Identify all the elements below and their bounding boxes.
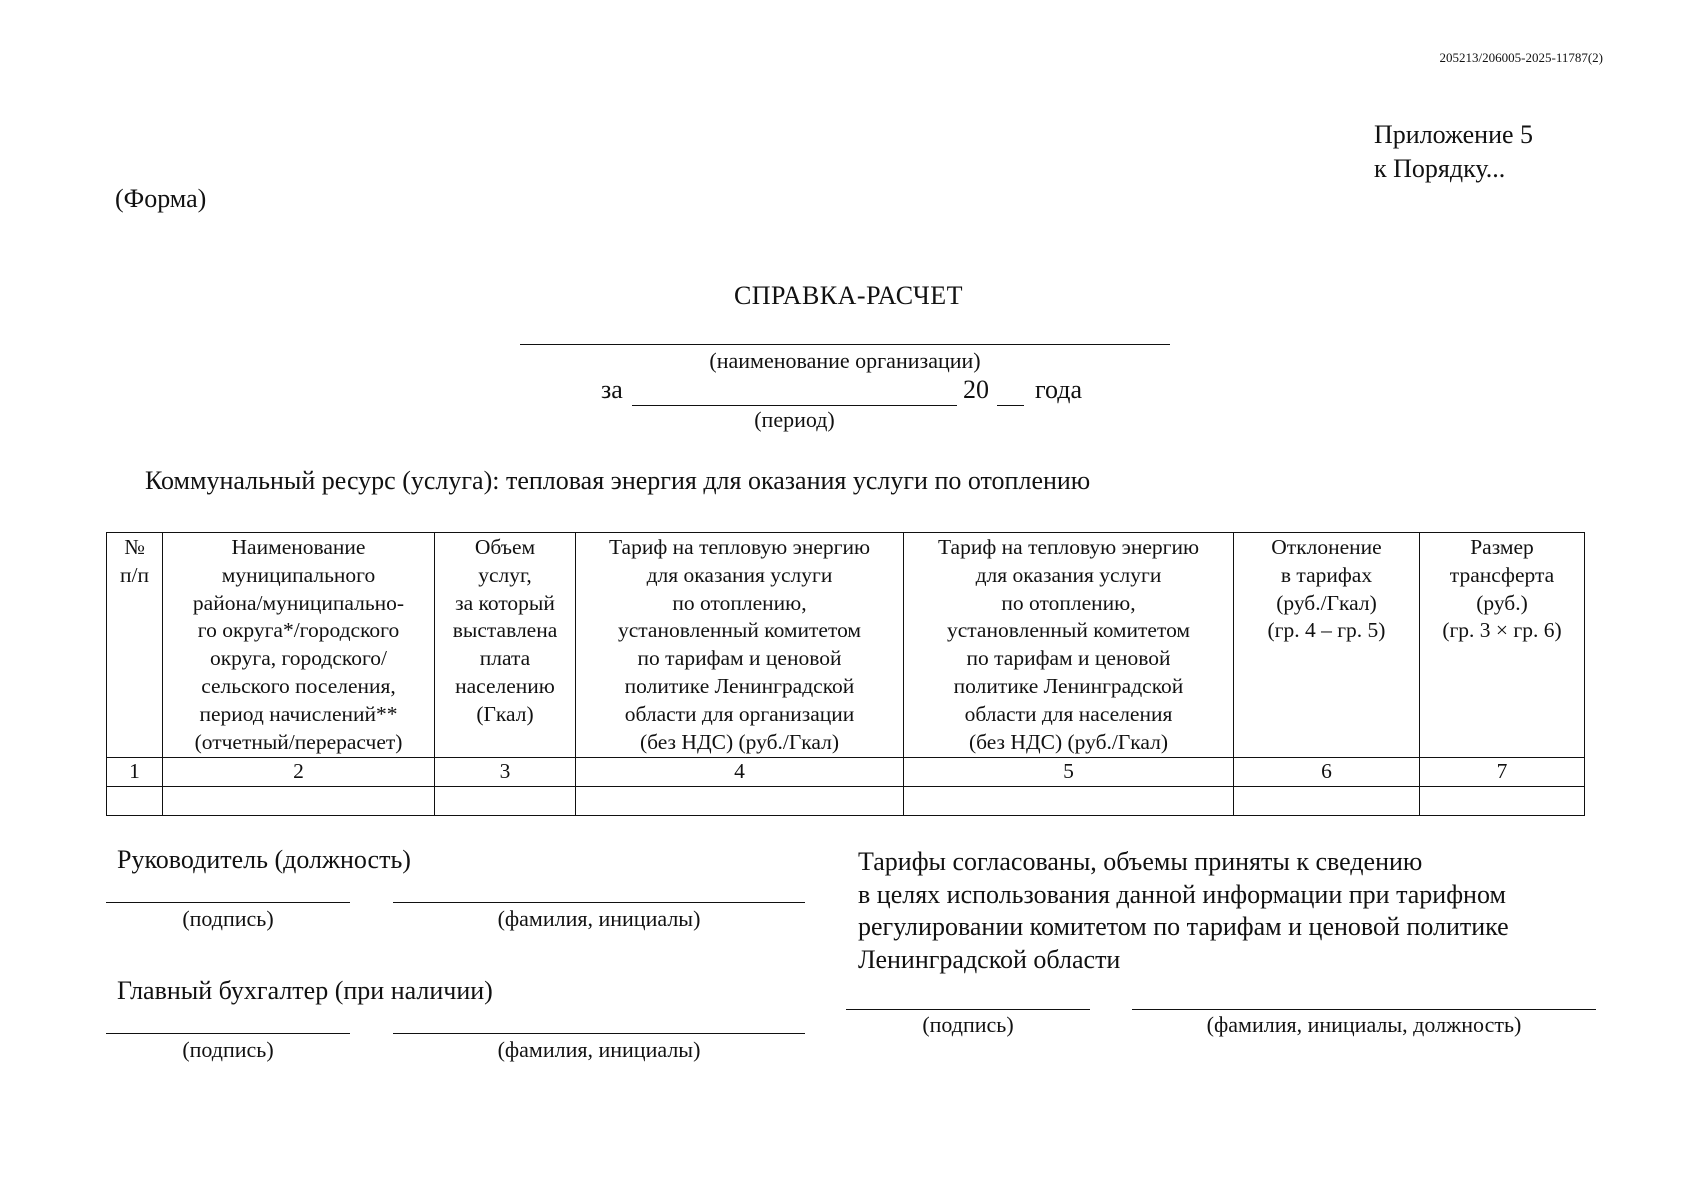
table-cell[interactable] [107, 787, 163, 816]
column-header-line: период начислений** [199, 701, 398, 726]
approval-text [858, 846, 1578, 976]
approval-line: Ленинградской области [858, 944, 1121, 974]
column-header-line: Наименование [231, 535, 366, 559]
column-header-line: сельского поселения, [201, 673, 396, 698]
column-header-line: (Гкал) [476, 701, 534, 726]
column-number: 1 [107, 758, 163, 787]
column-header-line: трансферта [1449, 562, 1555, 587]
column-header-line: Отклонение [1271, 535, 1382, 559]
column-header-line: Тариф на тепловую энергию [608, 535, 871, 559]
organization-name-line [520, 344, 1170, 345]
column-header-line: населению [455, 673, 555, 698]
column-header-line: (руб.) [1476, 590, 1528, 615]
column-header-line: Тариф на тепловую энергию [937, 535, 1200, 559]
column-header-line: для оказания услуги [975, 562, 1162, 587]
column-header-line: (гр. 3 × гр. 6) [1442, 618, 1562, 643]
column-header-line: по тарифам и ценовой [637, 646, 842, 671]
approval-line: Тарифы согласованы, объемы приняты к сведению [858, 847, 1423, 876]
appendix-line-1: Приложение 5 [1374, 120, 1534, 149]
accountant-signature-caption: (подпись) [182, 1037, 274, 1062]
accountant-label: Главный бухгалтер (при наличии) [117, 976, 493, 1005]
accountant-signature-line [106, 1033, 350, 1034]
table-row [107, 787, 1585, 816]
column-header-line: го округа*/городского [197, 618, 400, 643]
column-header-line: за который [455, 590, 555, 615]
table-cell[interactable] [1234, 787, 1420, 816]
column-header-line: № [124, 535, 145, 559]
column-number: 2 [163, 758, 435, 787]
column-header-line: для оказания услуги [646, 562, 833, 587]
column-header-line: установленный комитетом [617, 618, 862, 643]
column-header-line: области для организации [624, 701, 855, 726]
column-header-tariff-population [904, 533, 1234, 758]
period-caption: (период) [754, 407, 835, 432]
column-header-line: в тарифах [1280, 562, 1373, 587]
document-number: 205213/206005-2025-11787(2) [1439, 50, 1603, 65]
column-header-municipality [163, 533, 435, 758]
column-header-line: политике Ленинградской [953, 673, 1184, 698]
column-header-line: по отоплению, [672, 590, 807, 615]
table-cell[interactable] [904, 787, 1234, 816]
document-title: СПРАВКА-РАСЧЕТ [733, 281, 964, 310]
column-header-line: округа, городского/ [209, 646, 388, 671]
approval-signature-caption: (подпись) [922, 1012, 1014, 1037]
period-prefix: за [601, 375, 623, 404]
accountant-name-line [393, 1033, 805, 1034]
column-number: 7 [1420, 758, 1585, 787]
column-number-row [107, 758, 1585, 787]
table-cell[interactable] [163, 787, 435, 816]
year-blank-line [997, 405, 1024, 406]
head-name-caption: (фамилия, инициалы) [497, 906, 701, 931]
column-header-line: (отчетный/перерасчет) [194, 729, 403, 754]
table-cell[interactable] [576, 787, 904, 816]
form-label: (Форма) [115, 184, 207, 213]
head-signature-line [106, 902, 350, 903]
column-header-line: установленный комитетом [946, 618, 1191, 643]
column-header-line: по отоплению, [1001, 590, 1136, 615]
table-header-row [107, 533, 1585, 758]
column-header-line: по тарифам и ценовой [966, 646, 1171, 671]
resource-line: Коммунальный ресурс (услуга): тепловая энергия для оказания услуги по отоплению [145, 466, 1091, 495]
period-suffix: года [1035, 375, 1083, 404]
approval-signature-line [846, 1009, 1090, 1010]
accountant-name-caption: (фамилия, инициалы) [497, 1037, 701, 1062]
appendix-line-2: к Порядку... [1374, 154, 1506, 183]
calculation-table [106, 532, 1585, 816]
column-number: 6 [1234, 758, 1420, 787]
column-header-line: (гр. 4 – гр. 5) [1267, 618, 1386, 643]
table-cell[interactable] [1420, 787, 1585, 816]
column-header-line: политике Ленинградской [624, 673, 855, 698]
table-cell[interactable] [435, 787, 576, 816]
year-prefix: 20 [963, 375, 989, 404]
column-header-line: (руб./Гкал) [1276, 590, 1377, 615]
organization-caption: (наименование организации) [709, 348, 981, 373]
head-name-line [393, 902, 805, 903]
column-header-line: (без НДС) (руб./Гкал) [968, 729, 1169, 754]
column-header-transfer [1420, 533, 1585, 758]
column-header-line: Размер [1470, 535, 1534, 559]
head-label: Руководитель (должность) [117, 845, 411, 874]
appendix-reference [1374, 118, 1533, 186]
column-header-line: муниципального [221, 562, 376, 587]
column-header-line: выставлена [452, 618, 558, 643]
column-number: 5 [904, 758, 1234, 787]
column-header-line: области для населения [964, 701, 1173, 726]
column-header-tariff-organization [576, 533, 904, 758]
column-header-line: п/п [120, 562, 149, 587]
approval-line: регулировании комитетом по тарифам и ценовой политике [858, 912, 1509, 941]
column-number: 3 [435, 758, 576, 787]
period-blank-line [632, 405, 957, 406]
approval-name-caption: (фамилия, инициалы, должность) [1206, 1012, 1522, 1037]
column-header-line: района/муниципально- [192, 590, 405, 615]
column-number: 4 [576, 758, 904, 787]
column-header-volume [435, 533, 576, 758]
column-header-number [107, 533, 163, 758]
approval-line: в целях использования данной информации при тарифном [858, 879, 1506, 909]
column-header-deviation [1234, 533, 1420, 758]
head-signature-caption: (подпись) [182, 906, 274, 931]
approval-name-line [1132, 1009, 1596, 1010]
column-header-line: услуг, [478, 562, 532, 587]
column-header-line: Объем [474, 535, 536, 559]
column-header-line: (без НДС) (руб./Гкал) [639, 729, 840, 754]
column-header-line: плата [479, 646, 531, 671]
